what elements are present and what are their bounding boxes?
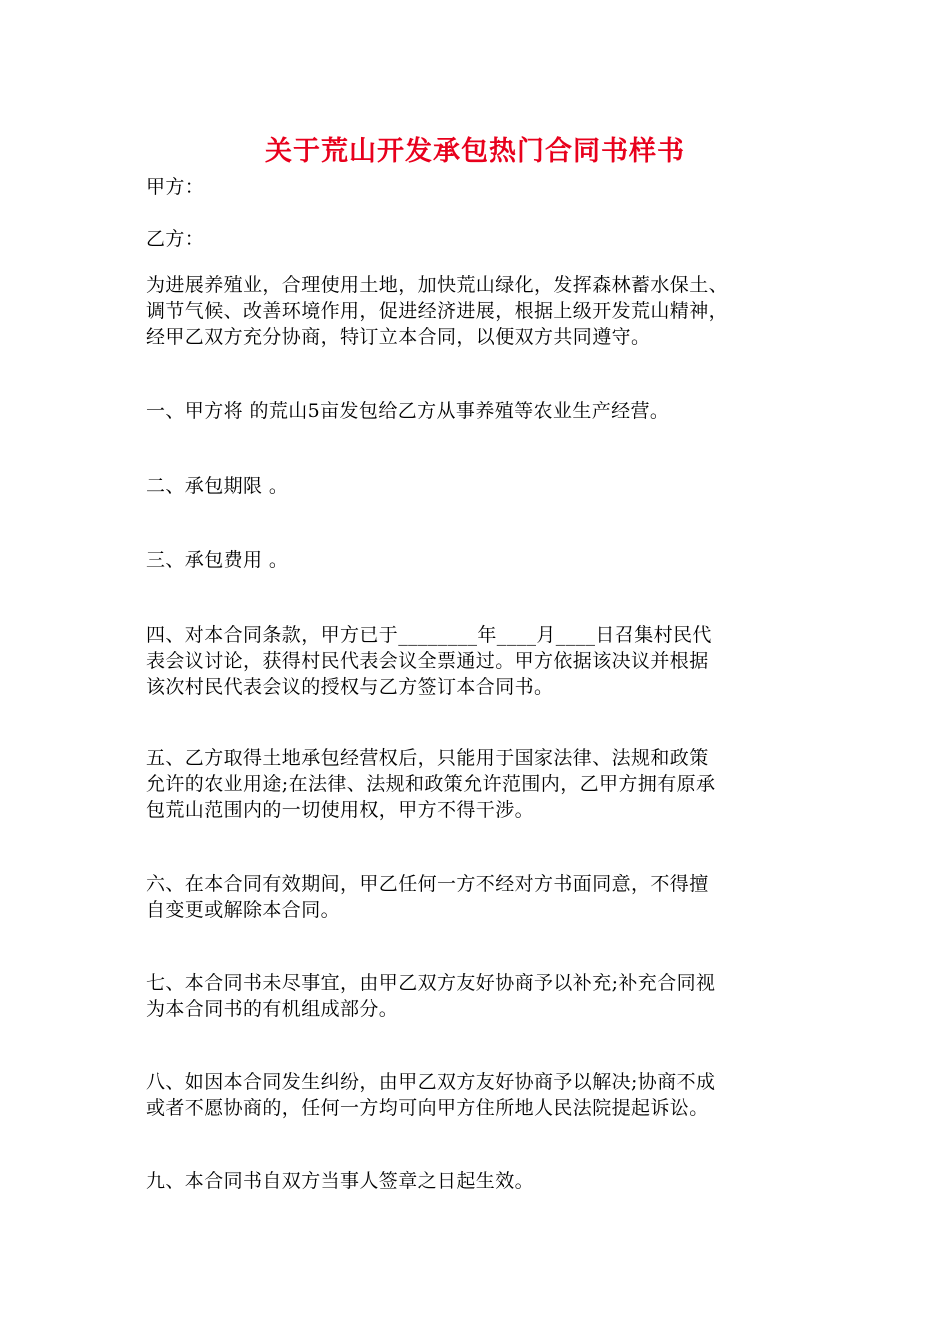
clause-line: 二、承包期限 。 [146,475,289,497]
clause-line: 一、甲方将 的荒山5亩发包给乙方从事养殖等农业生产经营。 [146,400,670,422]
clause-line: 九、本合同书自双方当事人签章之日起生效。 [146,1170,535,1192]
intro-line: 经甲乙双方充分协商，特订立本合同，以便双方共同遵守。 [146,326,651,348]
clause-line: 六、在本合同有效期间，甲乙任何一方不经对方书面同意，不得擅 [146,873,709,895]
clause-line: 八、如因本合同发生纠纷，由甲乙双方友好协商予以解决;协商不成 [146,1071,716,1093]
document-title: 关于荒山开发承包热门合同书样书 [265,136,685,167]
clause-3 [146,547,814,573]
clause-line: 或者不愿协商的，任何一方均可向甲方住所地人民法院提起诉讼。 [146,1097,709,1119]
party-a-label [146,174,814,200]
intro-paragraph [146,272,814,350]
party-b-text: 乙方： [146,228,205,250]
clause-4 [146,622,814,700]
clause-line: 包荒山范围内的一切使用权，甲方不得干涉。 [146,799,535,821]
party-a-text: 甲方： [146,176,205,198]
clause-1 [146,398,814,424]
clause-line: 三、承包费用 。 [146,549,289,571]
party-b-label [146,226,814,252]
clause-5 [146,745,814,823]
clause-2 [146,473,814,499]
clause-9 [146,1168,814,1194]
clause-line: 表会议讨论，获得村民代表会议全票通过。甲方依据该决议并根据 [146,650,709,672]
clause-line: 自变更或解除本合同。 [146,899,341,921]
clause-line: 七、本合同书未尽事宜，由甲乙双方友好协商予以补充;补充合同视 [146,972,716,994]
clause-line: 允许的农业用途;在法律、法规和政策允许范围内，乙甲方拥有原承 [146,773,716,795]
intro-line: 为进展养殖业，合理使用土地，加快荒山绿化，发挥森林蓄水保土、 [146,274,729,296]
clause-6 [146,871,814,923]
clause-line: 为本合同书的有机组成部分。 [146,998,399,1020]
clause-line: 四、对本合同条款，甲方已于________年____月____日召集村民代 [146,624,712,646]
intro-line: 调节气候、改善环境作用，促进经济进展，根据上级开发荒山精神， [146,300,729,322]
clause-8 [146,1069,814,1121]
clause-line: 该次村民代表会议的授权与乙方签订本合同书。 [146,676,554,698]
clause-7 [146,970,814,1022]
clause-line: 五、乙方取得土地承包经营权后，只能用于国家法律、法规和政策 [146,747,709,769]
